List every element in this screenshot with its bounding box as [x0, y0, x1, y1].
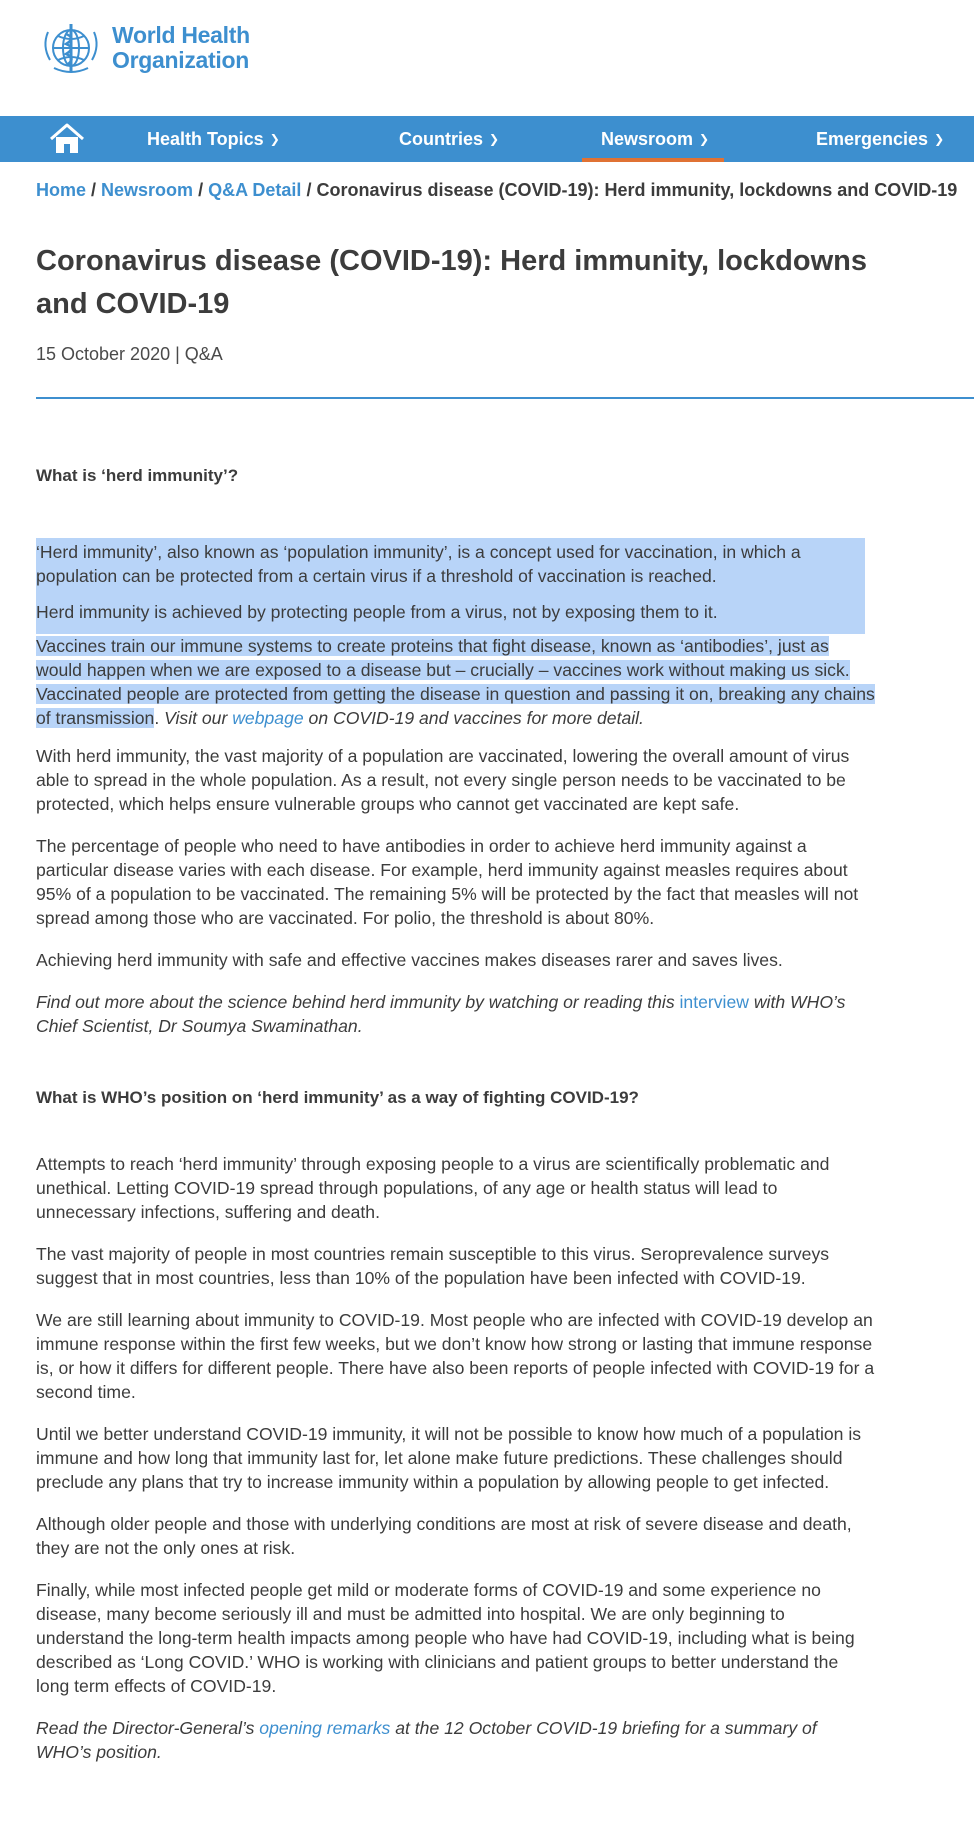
title-divider: [36, 397, 974, 399]
breadcrumb-qa-detail-link[interactable]: Q&A Detail: [208, 180, 302, 200]
paragraph: With herd immunity, the vast majority of a population are vaccinated, lowering the overall amount of virus able to spread in the whole population. As a result, not every single person needs to be vaccinated to be protected, which helps ensure vulnerable groups who cannot get vaccinated are kept safe.: [36, 746, 850, 814]
nav-label: Countries: [399, 129, 484, 149]
paragraph: We are still learning about immunity to COVID-19. Most people who are infected with COVID-19 develop an immune response within the first few weeks, but we don’t know how strong or lasting that immune response is, or how it differs for different people. There have also been reports of people infected with COVID-19 for a second time.: [36, 1310, 875, 1402]
webpage-link[interactable]: webpage: [232, 708, 304, 728]
breadcrumb: [36, 180, 957, 201]
chevron-down-icon: ❯: [934, 132, 945, 146]
home-icon: [49, 123, 85, 155]
who-logo[interactable]: [36, 16, 250, 80]
paragraph-selected: ‘Herd immunity’, also known as ‘population immunity’, is a concept used for vaccination, in which a population can be protected from a certain virus if a threshold of vaccination is reached.: [36, 538, 865, 590]
opening-remarks-link[interactable]: opening remarks: [259, 1718, 391, 1738]
section-heading-who-position: What is WHO’s position on ‘herd immunity’ as a way of fighting COVID-19?: [36, 1088, 639, 1107]
paragraph: Attempts to reach ‘herd immunity’ through exposing people to a virus are scientifically problematic and unethical. Letting COVID-19 spread through populations, of any age or health status will lead to unnecessary infections, suffering and death.: [36, 1154, 830, 1222]
main-navbar: [0, 116, 974, 162]
italic-text: Visit our: [159, 708, 233, 728]
text-period: .: [154, 708, 160, 728]
italic-text: with WHO’s Chief Scientist, Dr Soumya Swaminathan.: [36, 992, 846, 1036]
paragraph-opening-remarks: [36, 1716, 876, 1764]
article-date-type: 15 October 2020 | Q&A: [36, 344, 223, 364]
paragraph-vaccines-train: [36, 634, 876, 744]
chevron-down-icon: ❯: [699, 132, 710, 146]
paragraph: Although older people and those with underlying conditions are most at risk of severe disease and death, they are not the only ones at risk.: [36, 1514, 852, 1558]
section-heading-herd-immunity: What is ‘herd immunity’?: [36, 466, 239, 485]
nav-item-newsroom[interactable]: [601, 116, 709, 162]
nav-label: Health Topics: [147, 129, 264, 149]
nav-label: Newsroom: [601, 129, 694, 149]
paragraph-interview: [36, 990, 876, 1038]
logo-wordmark: [112, 23, 250, 73]
italic-text: Find out more about the science behind herd immunity by watching or reading this: [36, 992, 680, 1012]
paragraph: The percentage of people who need to have antibodies in order to achieve herd immunity against a particular disease varies with each disease. For example, herd immunity against measles requires about 95% of a population to be vaccinated. The remaining 5% will be protected by the fact that measles will not spread among those who are vaccinated. For polio, the threshold is about 80%.: [36, 836, 859, 928]
interview-link[interactable]: interview: [679, 992, 749, 1012]
nav-home-button[interactable]: [48, 121, 86, 157]
logo-line-1: World Health: [112, 22, 250, 48]
breadcrumb-separator: /: [86, 180, 102, 200]
nav-item-emergencies[interactable]: [816, 116, 944, 162]
paragraph: Until we better understand COVID-19 immunity, it will not be possible to know how much of a population is immune and how long that immunity last for, let alone make future predictions. These challenges should preclude any plans that try to increase immunity within a population by allowing people to get infected.: [36, 1424, 862, 1492]
italic-text: Read the Director-General’s: [36, 1718, 260, 1738]
page-title: Coronavirus disease (COVID-19): Herd immunity, lockdowns and COVID-19: [36, 245, 867, 320]
breadcrumb-newsroom-link[interactable]: Newsroom: [101, 180, 194, 200]
paragraph: Finally, while most infected people get mild or moderate forms of COVID-19 and some experience no disease, many become seriously ill and must be admitted into hospital. We are only beginning to understand the long-term health impacts among people who have had COVID-19, including what is being described as ‘Long COVID.’ WHO is working with clinicians and patient groups to better understand the long term effects of COVID-19.: [36, 1580, 855, 1696]
who-emblem-icon: [36, 16, 106, 80]
italic-text: at the 12 October COVID-19 briefing for a summary of WHO’s position.: [36, 1718, 817, 1762]
paragraph-selected: Herd immunity is achieved by protecting people from a virus, not by exposing them to it.: [36, 590, 865, 634]
breadcrumb-current: Coronavirus disease (COVID-19): Herd immunity, lockdowns and COVID-19: [316, 180, 958, 200]
nav-active-indicator: [582, 158, 724, 162]
breadcrumb-separator: /: [193, 180, 209, 200]
logo-line-2: Organization: [112, 47, 249, 73]
nav-item-countries[interactable]: [399, 116, 499, 162]
chevron-down-icon: ❯: [489, 132, 500, 146]
nav-label: Emergencies: [816, 129, 929, 149]
breadcrumb-home-link[interactable]: Home: [36, 180, 87, 200]
selected-text: Vaccines train our immune systems to create proteins that fight disease, known as ‘antibodies’, just as would happen when we are exposed to a disease but – crucially – vaccines work without making us sick. Vaccinated people are protected from getting the disease in question and passing it on, breaking any chains of transmission: [36, 636, 875, 728]
breadcrumb-separator: /: [301, 180, 317, 200]
article-body: [36, 464, 876, 1764]
nav-item-health-topics[interactable]: [147, 116, 280, 162]
paragraph: The vast majority of people in most countries remain susceptible to this virus. Seroprevalence surveys suggest that in most countries, less than 10% of the population have been infected with COVID-19.: [36, 1244, 830, 1288]
chevron-down-icon: ❯: [269, 132, 280, 146]
italic-text: on COVID-19 and vaccines for more detail.: [303, 708, 644, 728]
paragraph: Achieving herd immunity with safe and effective vaccines makes diseases rarer and saves lives.: [36, 950, 783, 970]
